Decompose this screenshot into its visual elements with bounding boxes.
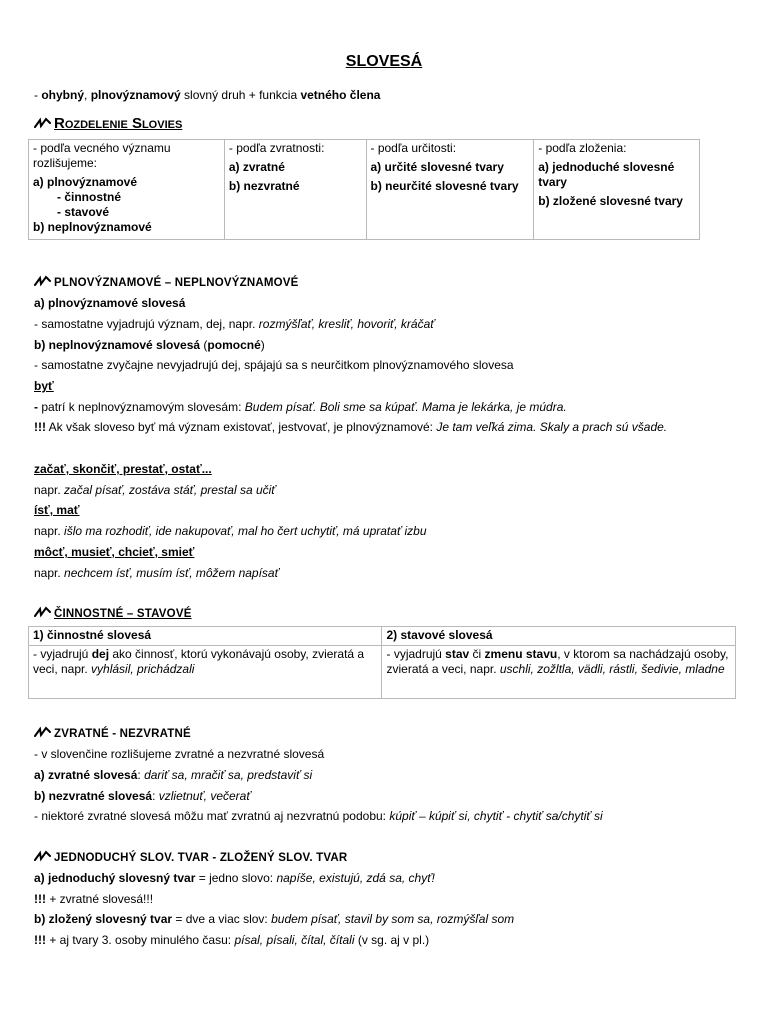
intro-line: - ohybný, plnovýznamový slovný druh + funkcia vetného člena: [34, 88, 381, 102]
text-line: začať, skončiť, prestať, ostať...: [34, 462, 212, 476]
activity-state-table: [28, 626, 736, 699]
section-heading-plnovyznamove: PLNOVÝZNAMOVÉ – NEPLNOVÝZNAMOVÉ: [34, 275, 299, 289]
table-cell-reflexivity: - podľa zvratnosti: a) zvratné b) nezvratné: [224, 140, 366, 240]
text-line: môcť, musieť, chcieť, smieť: [34, 545, 195, 559]
section-heading-cinnostne: ČINNOSTNÉ – STAVOVÉ: [34, 606, 192, 620]
table-cell-state: - vyjadrujú stav či zmenu stavu, v ktorom sa nachádzajú osoby, zvieratá a veci, napr. uschli, zožltla, vädli, rástli, šedivie, mladne: [382, 646, 736, 699]
text-line: a) plnovýznamové slovesá: [34, 296, 186, 310]
table-cell-definiteness: - podľa určitosti: a) určité slovesné tvary b) neurčité slovesné tvary: [366, 140, 534, 240]
text-line: ísť, mať: [34, 503, 80, 517]
pen-swirl-icon: [34, 850, 51, 862]
text-line: b) zložený slovesný tvar = dve a viac slov: budem písať, stavil by som sa, rozmýšľal som: [34, 912, 515, 926]
table-cell-composition: - podľa zloženia: a) jednoduché slovesné tvary b) zložené slovesné tvary: [534, 140, 700, 240]
table-header-activity: 1) činnostné slovesá: [29, 627, 382, 646]
text-line: b) nezvratné slovesá: vzlietnuť, večerať: [34, 789, 251, 803]
text-line: - patrí k neplnovýznamovým slovesám: Budem písať. Boli sme sa kúpať. Mama je lekárka, je múdra.: [34, 400, 567, 414]
text-line: - samostatne zvyčajne nevyjadrujú dej, spájajú sa s neurčitkom plnovýznamového slovesa: [34, 358, 514, 372]
page-title: SLOVESÁ: [345, 53, 423, 70]
text-line: b) neplnovýznamové slovesá (pomocné): [34, 338, 265, 352]
text-line: !!! Ak však sloveso byť má význam existovať, jestvovať, je plnovýznamové: Je tam veľká zima. Skaly a prach sú všade.: [34, 420, 668, 434]
text-line: a) zvratné slovesá: dariť sa, mračiť sa, predstaviť si: [34, 768, 313, 782]
text-line: napr. nechcem ísť, musím ísť, môžem napísať: [34, 566, 279, 580]
text-line: - samostatne vyjadrujú význam, dej, napr. rozmýšľať, kresliť, hovoriť, kráčať: [34, 317, 435, 331]
table-header-state: 2) stavové slovesá: [382, 627, 736, 646]
text-line: a) jednoduchý slovesný tvar = jedno slovo: napíše, existujú, zdá sa, chyť!: [34, 871, 435, 885]
text-line: byť: [34, 379, 54, 393]
table-cell-activity: - vyjadrujú dej ako činnosť, ktorú vykonávajú osoby, zvieratá a veci, napr. vyhlásil, prichádzali: [29, 646, 382, 699]
text-line: - niektoré zvratné slovesá môžu mať zvratnú aj nezvratnú podobu: kúpiť – kúpiť si, chytiť - chytiť sa/chytiť si: [34, 809, 603, 823]
pen-swirl-icon: [34, 726, 51, 738]
text-line: napr. začal písať, zostáva stáť, prestal sa učiť: [34, 483, 276, 497]
text-line: !!! + aj tvary 3. osoby minulého času: písal, písali, čítal, čítali (v sg. aj v pl.): [34, 933, 430, 947]
table-cell-meaning: - podľa vecného významu rozlišujeme: a) plnovýznamové - činnostné - stavové b) neplnovýznamové: [29, 140, 225, 240]
pen-swirl-icon: [34, 606, 51, 618]
section-heading-rozdelenie: Rozdelenie Slovies: [34, 115, 182, 132]
text-line: napr. išlo ma rozhodiť, ide nakupovať, mal ho čert uchytiť, má upratať izbu: [34, 524, 427, 538]
section-heading-tvar: JEDNODUCHÝ SLOV. TVAR - ZLOŽENÝ SLOV. TVAR: [34, 850, 347, 864]
section-heading-zvratne: ZVRATNÉ - NEZVRATNÉ: [34, 726, 191, 740]
text-line: - v slovenčine rozlišujeme zvratné a nezvratné slovesá: [34, 747, 325, 761]
pen-swirl-icon: [34, 275, 51, 287]
text-line: !!! + zvratné slovesá!!!: [34, 892, 154, 906]
classification-table: [28, 139, 700, 240]
pen-swirl-icon: [34, 117, 51, 129]
